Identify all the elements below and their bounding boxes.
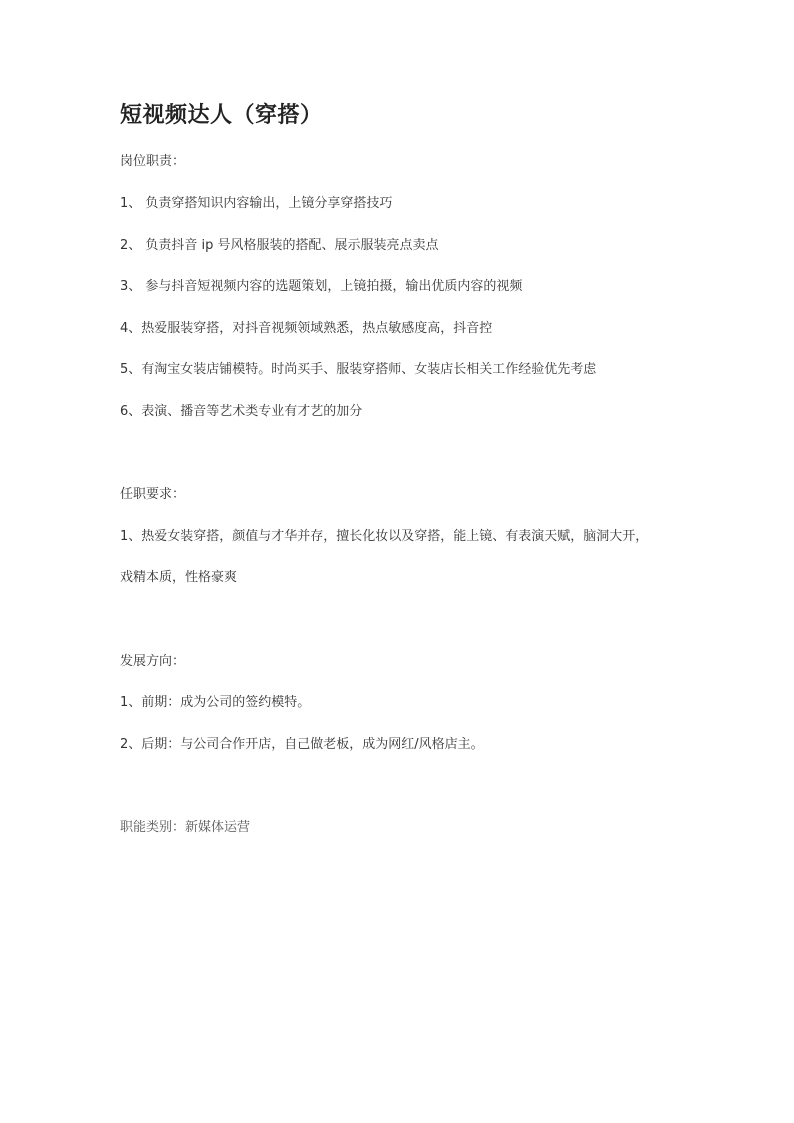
responsibility-item: 6、表演、播音等艺术类专业有才艺的加分 <box>120 404 363 419</box>
job-category: 职能类别：新媒体运营 <box>120 820 251 835</box>
responsibility-item: 2、 负责抖音 ip 号风格服装的搭配、展示服装亮点卖点 <box>120 238 439 253</box>
responsibility-item: 5、有淘宝女装店铺模特。时尚买手、服装穿搭师、女装店长相关工作经验优先考虑 <box>120 362 597 377</box>
development-heading: 发展方向： <box>120 654 186 669</box>
responsibility-item: 4、热爱服装穿搭，对抖音视频领域熟悉，热点敏感度高，抖音控 <box>120 321 493 336</box>
responsibility-item: 3、 参与抖音短视频内容的选题策划，上镜拍摄，输出优质内容的视频 <box>120 279 523 294</box>
job-title: 短视频达人（穿搭） <box>120 103 323 128</box>
responsibility-item: 1、 负责穿搭知识内容输出，上镜分享穿搭技巧 <box>120 196 393 211</box>
requirements-heading: 任职要求： <box>120 487 186 502</box>
requirement-item: 1、热爱女装穿搭，颜值与才华并存，擅长化妆以及穿搭，能上镜、有表演天赋，脑洞大开， <box>120 529 649 544</box>
requirement-item-continuation: 戏精本质，性格豪爽 <box>120 570 238 585</box>
development-item: 1、前期：成为公司的签约模特。 <box>120 695 311 710</box>
responsibilities-heading: 岗位职责： <box>120 154 186 169</box>
development-item: 2、后期：与公司合作开店，自己做老板，成为网红/风格店主。 <box>120 737 484 752</box>
